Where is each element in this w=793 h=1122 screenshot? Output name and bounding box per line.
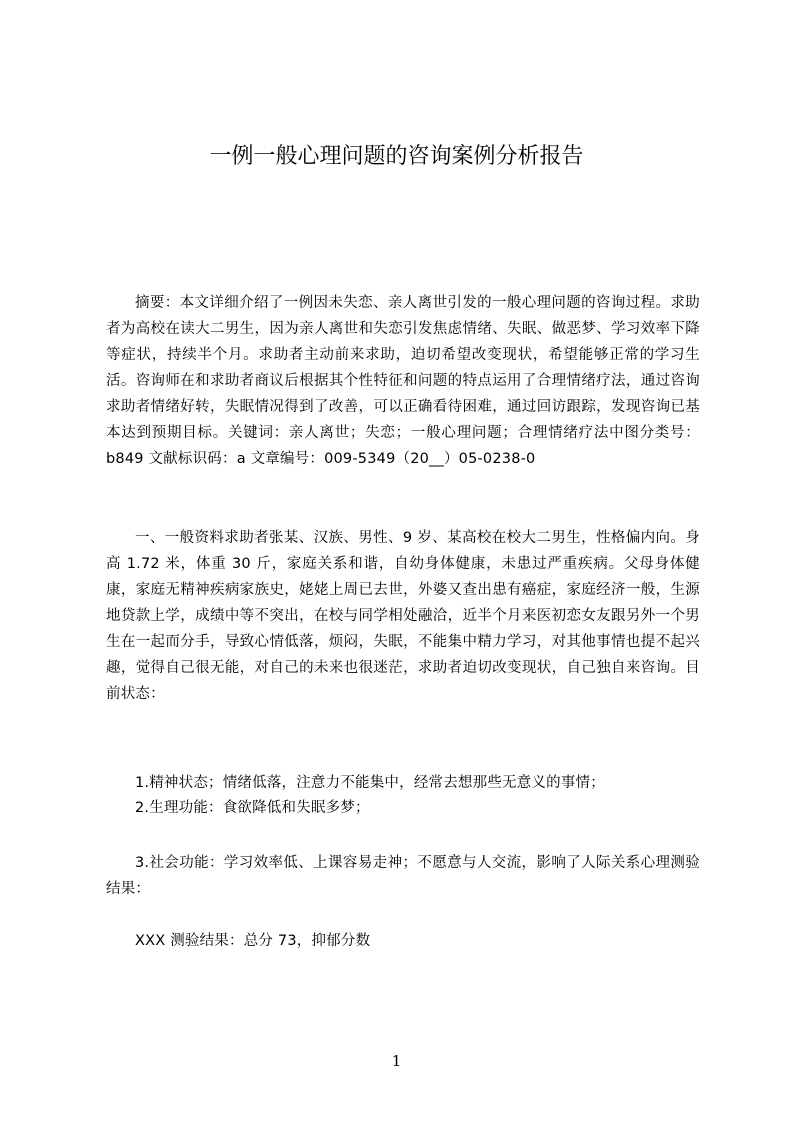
general-info-paragraph: 一、一般资料求助者张某、汉族、男性、9 岁、某高校在校大二男生，性格偏内向。身高 1.72 米，体重 30 斤，家庭关系和谐，自幼身体健康，未患过严重疾病。父母身体健康，家庭无精神疾病家族史，姥姥上周已去世，外婆又查出患有癌症，家庭经济一般，生源地贷款上学，成绩中等不突出，在校与同学相处融洽，近半个月来医初恋女友跟另外一个男生在一起而分手，导致心情低落，烦闷，失眠，不能集中精力学习，对其他事情也提不起兴趣，觉得自己很无能，对自己的未来也很迷茫，求助者迫切改变现状，自己独自来咨询。目前状态： bbox=[106, 530, 700, 702]
document-title: 一例一般心理问题的咨询案例分析报告 bbox=[209, 144, 584, 169]
mental-state-item: 1.精神状态；情绪低落，注意力不能集中，经常去想那些无意义的事情； bbox=[135, 775, 605, 791]
page-number: 1 bbox=[391, 1052, 402, 1070]
test-result-paragraph: XXX 测验结果：总分 73，抑郁分数 bbox=[135, 933, 371, 949]
physiological-function-item: 2.生理功能：食欲降低和失眠多梦； bbox=[135, 800, 370, 816]
abstract-paragraph: 摘要：本文详细介绍了一例因未失恋、亲人离世引发的一般心理问题的咨询过程。求助者为高校在读大二男生，因为亲人离世和失恋引发焦虑情绪、失眠、做恶梦、学习效率下降等症状，持续半个月。求助者主动前来求助，迫切希望改变现状，希望能够正常的学习生活。咨询师在和求助者商议后根据其个性特征和问题的特点运用了合理情绪疗法，通过咨询求助者情绪好转，失眠情况得到了改善，可以正确看待困难，通过回访跟踪，发现咨询已基本达到预期目标。关键词：亲人离世；失恋；一般心理问题；合理情绪疗法中图分类号：b849 文献标识码：a 文章编号：009-5349（20__）05-0238-0 bbox=[106, 295, 700, 467]
social-function-item: 3.社会功能：学习效率低、上课容易走神；不愿意与人交流，影响了人际关系心理测验结果： bbox=[106, 855, 700, 897]
